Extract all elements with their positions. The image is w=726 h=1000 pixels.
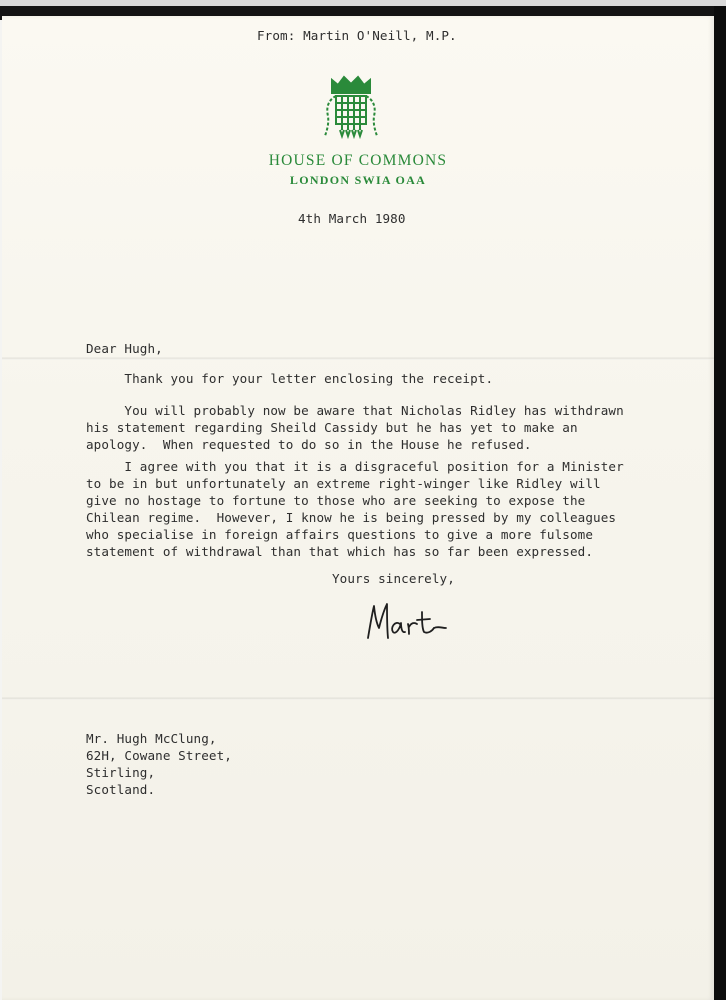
paragraph-3-line-1: I agree with you that it is a disgraceful position for a Minister [86,459,624,474]
paragraph-3-line-4: Chilean regime. However, I know he is being pressed by my colleagues [86,510,617,525]
letter-paper [2,16,714,1000]
paragraph-3-line-3: give no hostage to fortune to those who are seeking to expose the [86,493,586,508]
paragraph-2-line-3: apology. When requested to do so in the House he refused. [86,437,532,452]
recipient-line-4: Scotland. [86,782,156,797]
paragraph-3-line-2: to be in but unfortunately an extreme right-winger like Ridley will [86,476,601,491]
paragraph-2-line-2: his statement regarding Sheild Cassidy but he has yet to make an [86,420,578,435]
handwritten-signature [362,598,452,646]
fold-crease-lower [2,697,714,700]
recipient-line-1: Mr. Hugh McClung, [86,731,217,746]
salutation: Dear Hugh, [86,341,163,356]
paragraph-3-line-6: statement of withdrawal than that which has so far been expressed. [86,544,594,559]
institution-address: LONDON SWIA OAA [289,173,427,187]
closing: Yours sincerely, [332,571,455,586]
paragraph-3-line-5: who specialise in foreign affairs questions to give a more fulsome [86,527,594,542]
scanner-right-edge [714,6,726,1000]
fold-crease-upper [2,357,714,360]
institution-name: HOUSE OF COMMONS [268,152,448,169]
recipient-line-3: Stirling, [86,765,156,780]
paragraph-2-line-1: You will probably now be aware that Nicholas Ridley has withdrawn [86,403,624,418]
paragraph-1-line-1: Thank you for your letter enclosing the receipt. [86,371,494,386]
portcullis-icon [322,74,380,140]
from-line: From: Martin O'Neill, M.P. [257,28,457,43]
recipient-line-2: 62H, Cowane Street, [86,748,232,763]
letter-date: 4th March 1980 [298,211,406,226]
